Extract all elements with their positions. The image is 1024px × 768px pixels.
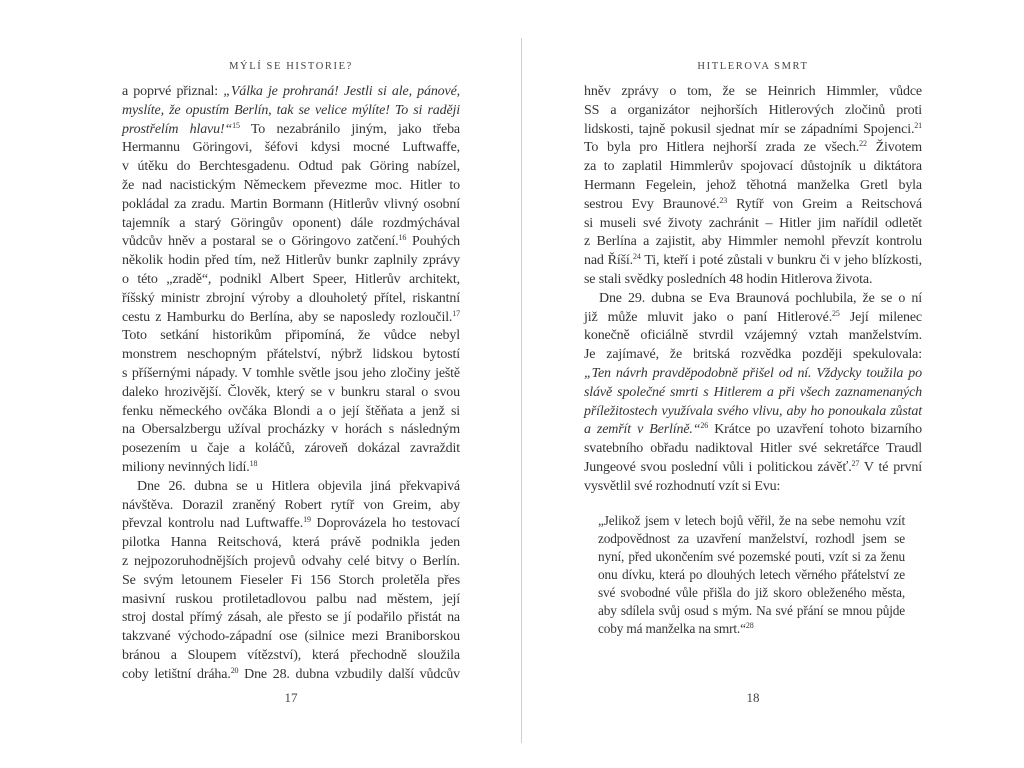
- text-segment: Dne 28. dubna vzbudily další vůdcův: [238, 666, 460, 682]
- text-line: [584, 478, 922, 497]
- footnote-reference: 20: [230, 665, 239, 675]
- text-line: [122, 628, 460, 647]
- text-segment: stroj dostal přímý zásah, ale přesto se jí podařilo přistát na: [122, 610, 460, 626]
- text-segment: cestu z Hamburku do Berlína, aby se naposledy rozloučil.: [122, 309, 453, 325]
- text-line: [584, 158, 922, 177]
- text-line: [122, 215, 460, 234]
- text-segment: To byla pro Hitlera nejhorší zrada ze všech.: [584, 140, 860, 156]
- page-body-text: [584, 83, 922, 497]
- text-segment: Toto setkání historikům připomíná, že vůdce nebyl: [122, 328, 460, 344]
- text-segment: Její milenec: [839, 309, 922, 325]
- text-segment: že nad nacistickým Německem převezme moc. Hitler to: [122, 177, 460, 193]
- text-line: [584, 121, 922, 140]
- text-segment: Rytíř von Greim a Reitschová: [727, 196, 922, 212]
- text-segment: se stali svědky posledních 48 hodin Hitlerova života.: [584, 271, 873, 287]
- text-segment: několik hodin před tím, než Hitlerův bunkr zaplnily zprávy: [122, 253, 460, 269]
- text-line: [598, 512, 905, 530]
- text-segment: si museli své životy zachránit – Hitler jim nařídil odletět: [584, 215, 922, 231]
- italic-quote-text: a zemřít v Berlíně.“: [584, 422, 701, 438]
- text-segment: Dne 29. dubna se Eva Braunová pochlubila, že se o ní: [599, 290, 922, 306]
- text-line: [122, 102, 460, 121]
- text-line: [122, 196, 460, 215]
- text-line: [598, 530, 905, 548]
- footnote-reference: 15: [232, 120, 240, 130]
- page-number: 17: [284, 690, 298, 705]
- text-segment: V té první: [859, 459, 922, 475]
- text-line: [122, 534, 460, 553]
- text-segment: daleko hrozivější. Člověk, který se v bunkru staral o svou: [122, 384, 460, 400]
- text-line: [598, 566, 905, 584]
- footnote-reference: 28: [745, 621, 754, 630]
- text-segment: takzvané východo-západní ose (silnice mezi Braniborskou: [122, 629, 460, 645]
- text-line: [122, 572, 460, 591]
- text-segment: návštěva. Dorazil zraněný Robert rytíř von Greim, aby: [122, 497, 460, 513]
- text-line: [122, 553, 460, 572]
- text-segment: v útěku do Berchtesgadenu. Odtud pak Göring nabízel,: [122, 159, 460, 175]
- text-line: [122, 459, 460, 478]
- text-line: [584, 384, 922, 403]
- italic-quote-text: „Ten návrh pravděpodobně přišel od ní. Vždycky toužila po: [584, 365, 922, 381]
- footnote-reference: 25: [832, 308, 840, 318]
- text-segment: coby má manželka na smrt.“: [598, 621, 746, 636]
- text-segment: Krátce po uzavření tohoto bizarního: [708, 422, 922, 438]
- text-line: [122, 591, 460, 610]
- text-segment: již může mluvit jako o paní Hitlerové.: [584, 309, 833, 325]
- text-segment: nad Říší.: [584, 253, 633, 269]
- text-line: [584, 102, 922, 121]
- text-line: [122, 609, 460, 628]
- text-segment: svatebního obřadu nadiktoval Hitler své sekretářce Traudl: [584, 441, 922, 457]
- text-segment: převzal kontrolu nad Luftwaffe.: [122, 516, 304, 532]
- left-page: [122, 0, 460, 768]
- text-segment: vysvětlil své rozhodnutí vzít si Evu:: [584, 478, 781, 494]
- right-page: [584, 0, 922, 768]
- text-line: [122, 666, 460, 685]
- text-segment: SS a organizátor nejhorších Hitlerových zločinů proti: [584, 102, 922, 118]
- text-segment: Je zajímavé, že britská rozvědka později spekulovala:: [584, 347, 922, 363]
- text-line: [584, 421, 922, 440]
- paragraph: [122, 478, 460, 685]
- page-body-text: [122, 83, 460, 685]
- text-segment: své svobodné vůle přišla do již skoro obleženého města,: [598, 585, 905, 600]
- text-segment: Jungeové svou poslední vůli i politickou závěť.: [584, 459, 852, 475]
- text-line: [122, 252, 460, 271]
- text-line: [122, 233, 460, 252]
- text-segment: Životem: [866, 140, 922, 156]
- footnote-reference: 26: [700, 421, 709, 431]
- text-line: [584, 440, 922, 459]
- text-segment: z Berlína a zajistit, aby Himmler nemohl převzít kontrolu: [584, 234, 922, 250]
- text-segment: sestrou Evy Braunové.: [584, 196, 720, 212]
- text-segment: Doprovázela ho testovací: [310, 516, 460, 532]
- text-line: [122, 139, 460, 158]
- text-segment: s příšernými nápady. V tomhle světle jsou jeho zločiny ještě: [122, 365, 460, 381]
- text-segment: Pouhých: [406, 234, 460, 250]
- text-segment: na Obersalzbergu užíval procházky v horách s následným: [122, 422, 460, 438]
- text-segment: Hermann Fegelein, jehož těhotná manželka Gretl byla: [584, 177, 922, 193]
- text-segment: tajemník a starý Göringův oponent) dále rozdmýchával: [122, 215, 460, 231]
- text-segment: onu dívku, která po dlouhých letech věrného přátelství ze: [598, 567, 905, 582]
- text-segment: To nezabránilo jiným, jako třeba: [239, 121, 461, 137]
- footnote-reference: 17: [452, 308, 460, 318]
- text-segment: coby letištní dráha.: [122, 666, 231, 682]
- block-quote: [598, 512, 905, 638]
- text-line: [598, 602, 905, 620]
- text-segment: monstrem neschopným přátelství, nýbrž lidskou bytostí: [122, 347, 460, 363]
- text-line: [122, 309, 460, 328]
- text-line: [122, 647, 460, 666]
- text-line: [584, 309, 922, 328]
- text-segment: Ti, kteří i poté zůstali v bunkru či v jeho blízkosti,: [640, 253, 922, 269]
- text-segment: lidskosti, tajně pokusil sjednat mír se západními Spojenci.: [584, 121, 915, 137]
- text-line: [584, 459, 922, 478]
- italic-quote-text: myslíte, že opustím Berlín, tak se velice mýlíte! To si raději: [122, 102, 460, 118]
- book-spine-divider: [521, 38, 522, 743]
- footnote-reference: 19: [303, 515, 311, 525]
- italic-quote-text: „Válka je prohraná! Jestli si ale, pánové,: [223, 84, 460, 99]
- text-segment: nyní, před ukončením své pozemské pouti, vzít si za ženu: [598, 549, 905, 564]
- footnote-reference: 18: [249, 458, 258, 468]
- text-segment: Se svým letounem Fieseler Fi 156 Storch proletěla přes: [122, 572, 460, 588]
- italic-quote-text: prostřelím hlavu!“: [122, 121, 233, 137]
- text-line: [122, 384, 460, 403]
- text-segment: za to zaplatil Himmlerův spojovací důstojník u diktátora: [584, 159, 922, 175]
- text-line: [122, 515, 460, 534]
- text-line: [584, 403, 922, 422]
- text-line: [584, 215, 922, 234]
- footnote-reference: 27: [851, 458, 860, 468]
- footnote-reference: 22: [859, 139, 867, 149]
- text-line: [584, 252, 922, 271]
- text-line: [598, 584, 905, 602]
- text-segment: říšský ministr zbrojní výroby a dlouholetý přítel, riskantní: [122, 290, 460, 306]
- text-line: [122, 83, 460, 102]
- text-line: [122, 327, 460, 346]
- italic-quote-text: příležitostech využívala svého vlivu, aby ho ponoukala zůstat: [584, 403, 922, 419]
- text-line: [584, 346, 922, 365]
- italic-quote-text: slávě společné smrti s Hitlerem a při všech zaznamenaných: [584, 384, 922, 400]
- text-segment: aby sdílela svůj osud s mým. Na své přání se mnou půjde: [598, 603, 905, 618]
- text-segment: pokládal za zradu. Martin Bormann (Hitlerův vlivný osobní: [122, 196, 460, 212]
- text-segment: a poprvé přiznal:: [122, 84, 224, 99]
- text-line: [122, 403, 460, 422]
- text-segment: o této „zradě“, podnikl Albert Speer, Hitlerův architekt,: [122, 271, 460, 287]
- text-line: [584, 139, 922, 158]
- text-line: [122, 421, 460, 440]
- text-line: [122, 497, 460, 516]
- text-segment: Hermannu Göringovi, šéfovi kdysi mocné Luftwaffe,: [122, 140, 460, 156]
- text-line: [584, 290, 922, 309]
- text-line: [122, 271, 460, 290]
- text-line: [122, 346, 460, 365]
- text-segment: konečně oficiálně stvrdil vzájemný vztah manželstvím.: [584, 328, 922, 344]
- footnote-reference: 24: [632, 252, 641, 262]
- text-segment: vůdcův hněv a postaral se o Göringovo zatčení.: [122, 234, 399, 250]
- paragraph: [122, 83, 460, 478]
- text-segment: fenku německého ovčáka Blondi a o její štěňata a jenž si: [122, 403, 460, 419]
- paragraph: [584, 290, 922, 497]
- text-line: [122, 158, 460, 177]
- text-line: [584, 233, 922, 252]
- running-header: MÝLÍ SE HISTORIE?: [229, 61, 353, 72]
- footnote-reference: 23: [719, 195, 728, 205]
- text-line: [598, 548, 905, 566]
- footnote-reference: 16: [398, 233, 407, 243]
- text-line: [122, 440, 460, 459]
- text-line: [584, 327, 922, 346]
- page-number: 18: [746, 690, 760, 705]
- text-line: [584, 271, 922, 290]
- text-line: [122, 290, 460, 309]
- text-segment: „Jelikož jsem v letech bojů věřil, že na sebe nemohu vzít: [598, 513, 905, 528]
- text-segment: masivní ruskou protiletadlovou palbu nad městem, její: [122, 591, 460, 607]
- text-segment: zodpovědnost za uzavření manželství, rozhodl jsem se: [598, 531, 905, 546]
- running-header: HITLEROVA SMRT: [697, 61, 809, 72]
- text-segment: hněv zprávy o tom, že se Heinrich Himmler, vůdce: [584, 84, 922, 99]
- text-line: [122, 365, 460, 384]
- text-segment: posezením u čaje a koláčů, zároveň dokázal zavraždit: [122, 441, 460, 457]
- text-line: [122, 177, 460, 196]
- text-line: [584, 83, 922, 102]
- text-segment: bránou a Sloupem vítězství), která přechodně sloužila: [122, 647, 460, 663]
- text-segment: miliony nevinných lidí.: [122, 459, 250, 475]
- text-segment: pilotka Hanna Reitschová, která právě podnikla jeden: [122, 535, 460, 551]
- footnote-reference: 21: [914, 120, 922, 130]
- text-line: [584, 196, 922, 215]
- text-line: [122, 121, 460, 140]
- text-segment: Dne 26. dubna se u Hitlera objevila jiná překvapivá: [137, 478, 460, 494]
- text-line: [598, 620, 905, 638]
- text-line: [584, 365, 922, 384]
- text-line: [584, 177, 922, 196]
- paragraph: [584, 83, 922, 290]
- text-segment: z nejpozoruhodnějších projevů odvahy celé bitvy o Berlín.: [122, 553, 460, 569]
- text-line: [122, 478, 460, 497]
